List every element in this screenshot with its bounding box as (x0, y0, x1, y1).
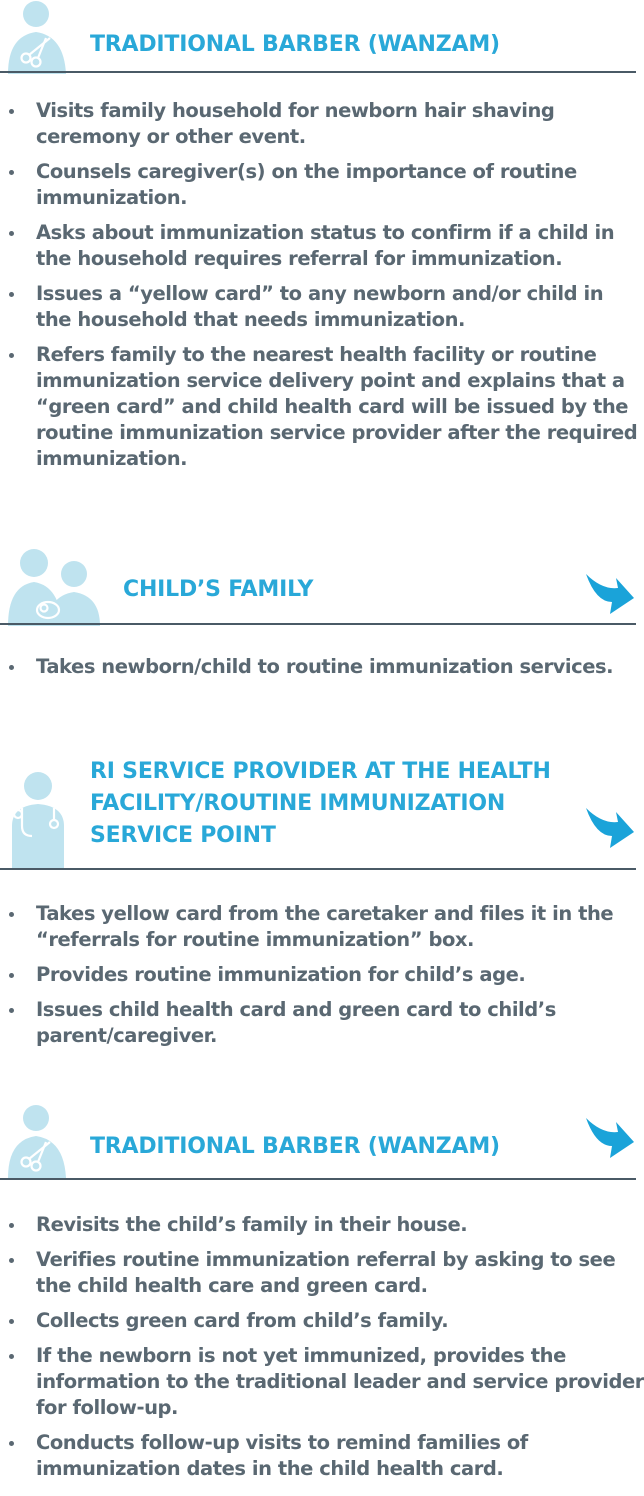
section-title: CHILD’S FAMILY (123, 577, 314, 602)
list-item: Takes newborn/child to routine immunization services. (0, 654, 644, 680)
list-item: Verifies routine immunization referral by asking to see the child health care and green card. (0, 1247, 644, 1299)
section-childs-family (0, 546, 644, 678)
list-item: Refers family to the nearest health facility or routine immunization service delivery point and explains that a “green card” and child health card will be issued by the routine immunization service provider after the required immunization. (0, 342, 644, 472)
section-title-line: RI SERVICE PROVIDER AT THE HEALTH (90, 759, 551, 784)
barber-scissors-icon (4, 1104, 74, 1178)
bullet-list (0, 901, 644, 1058)
list-item: Counsels caregiver(s) on the importance of routine immunization. (0, 159, 644, 211)
curved-arrow-down-icon (584, 802, 636, 852)
section-header (0, 546, 644, 630)
family-with-baby-icon (4, 546, 104, 626)
health-worker-stethoscope-icon (4, 764, 74, 870)
section-title-line: FACILITY/ROUTINE IMMUNIZATION (90, 791, 506, 816)
list-item: If the newborn is not yet immunized, provides the information to the traditional leader and service provider for follow-up. (0, 1343, 644, 1421)
section-header (0, 1104, 644, 1184)
section-traditional-barber-follow-up (0, 1104, 644, 1480)
list-item: Revisits the child’s family in their house. (0, 1212, 644, 1238)
bullet-list (0, 654, 644, 689)
list-item: Provides routine immunization for child’s age. (0, 962, 644, 988)
list-item: Takes yellow card from the caretaker and files it in the “referrals for routine immunization” box. (0, 901, 644, 953)
section-header (0, 0, 644, 80)
section-traditional-barber-visit (0, 0, 644, 470)
barber-scissors-icon (4, 0, 74, 74)
curved-arrow-down-icon (584, 1112, 636, 1162)
section-divider (0, 623, 636, 625)
section-title: TRADITIONAL BARBER (WANZAM) (90, 1134, 500, 1159)
section-divider (0, 1178, 636, 1180)
section-header (0, 756, 644, 874)
section-title: TRADITIONAL BARBER (WANZAM) (90, 32, 500, 57)
curved-arrow-down-icon (584, 568, 636, 618)
section-divider (0, 868, 636, 870)
section-title-line: SERVICE POINT (90, 823, 276, 848)
bullet-list (0, 1212, 644, 1491)
list-item: Issues child health card and green card to child’s parent/caregiver. (0, 997, 644, 1049)
list-item: Visits family household for newborn hair shaving ceremony or other event. (0, 98, 644, 150)
section-ri-service-provider (0, 756, 644, 1047)
list-item: Conducts follow-up visits to remind families of immunization dates in the child health card. (0, 1430, 644, 1482)
list-item: Collects green card from child’s family. (0, 1308, 644, 1334)
list-item: Issues a “yellow card” to any newborn and/or child in the household that needs immunization. (0, 281, 644, 333)
section-divider (0, 71, 636, 73)
bullet-list (0, 98, 644, 481)
list-item: Asks about immunization status to confirm if a child in the household requires referral for immunization. (0, 220, 644, 272)
